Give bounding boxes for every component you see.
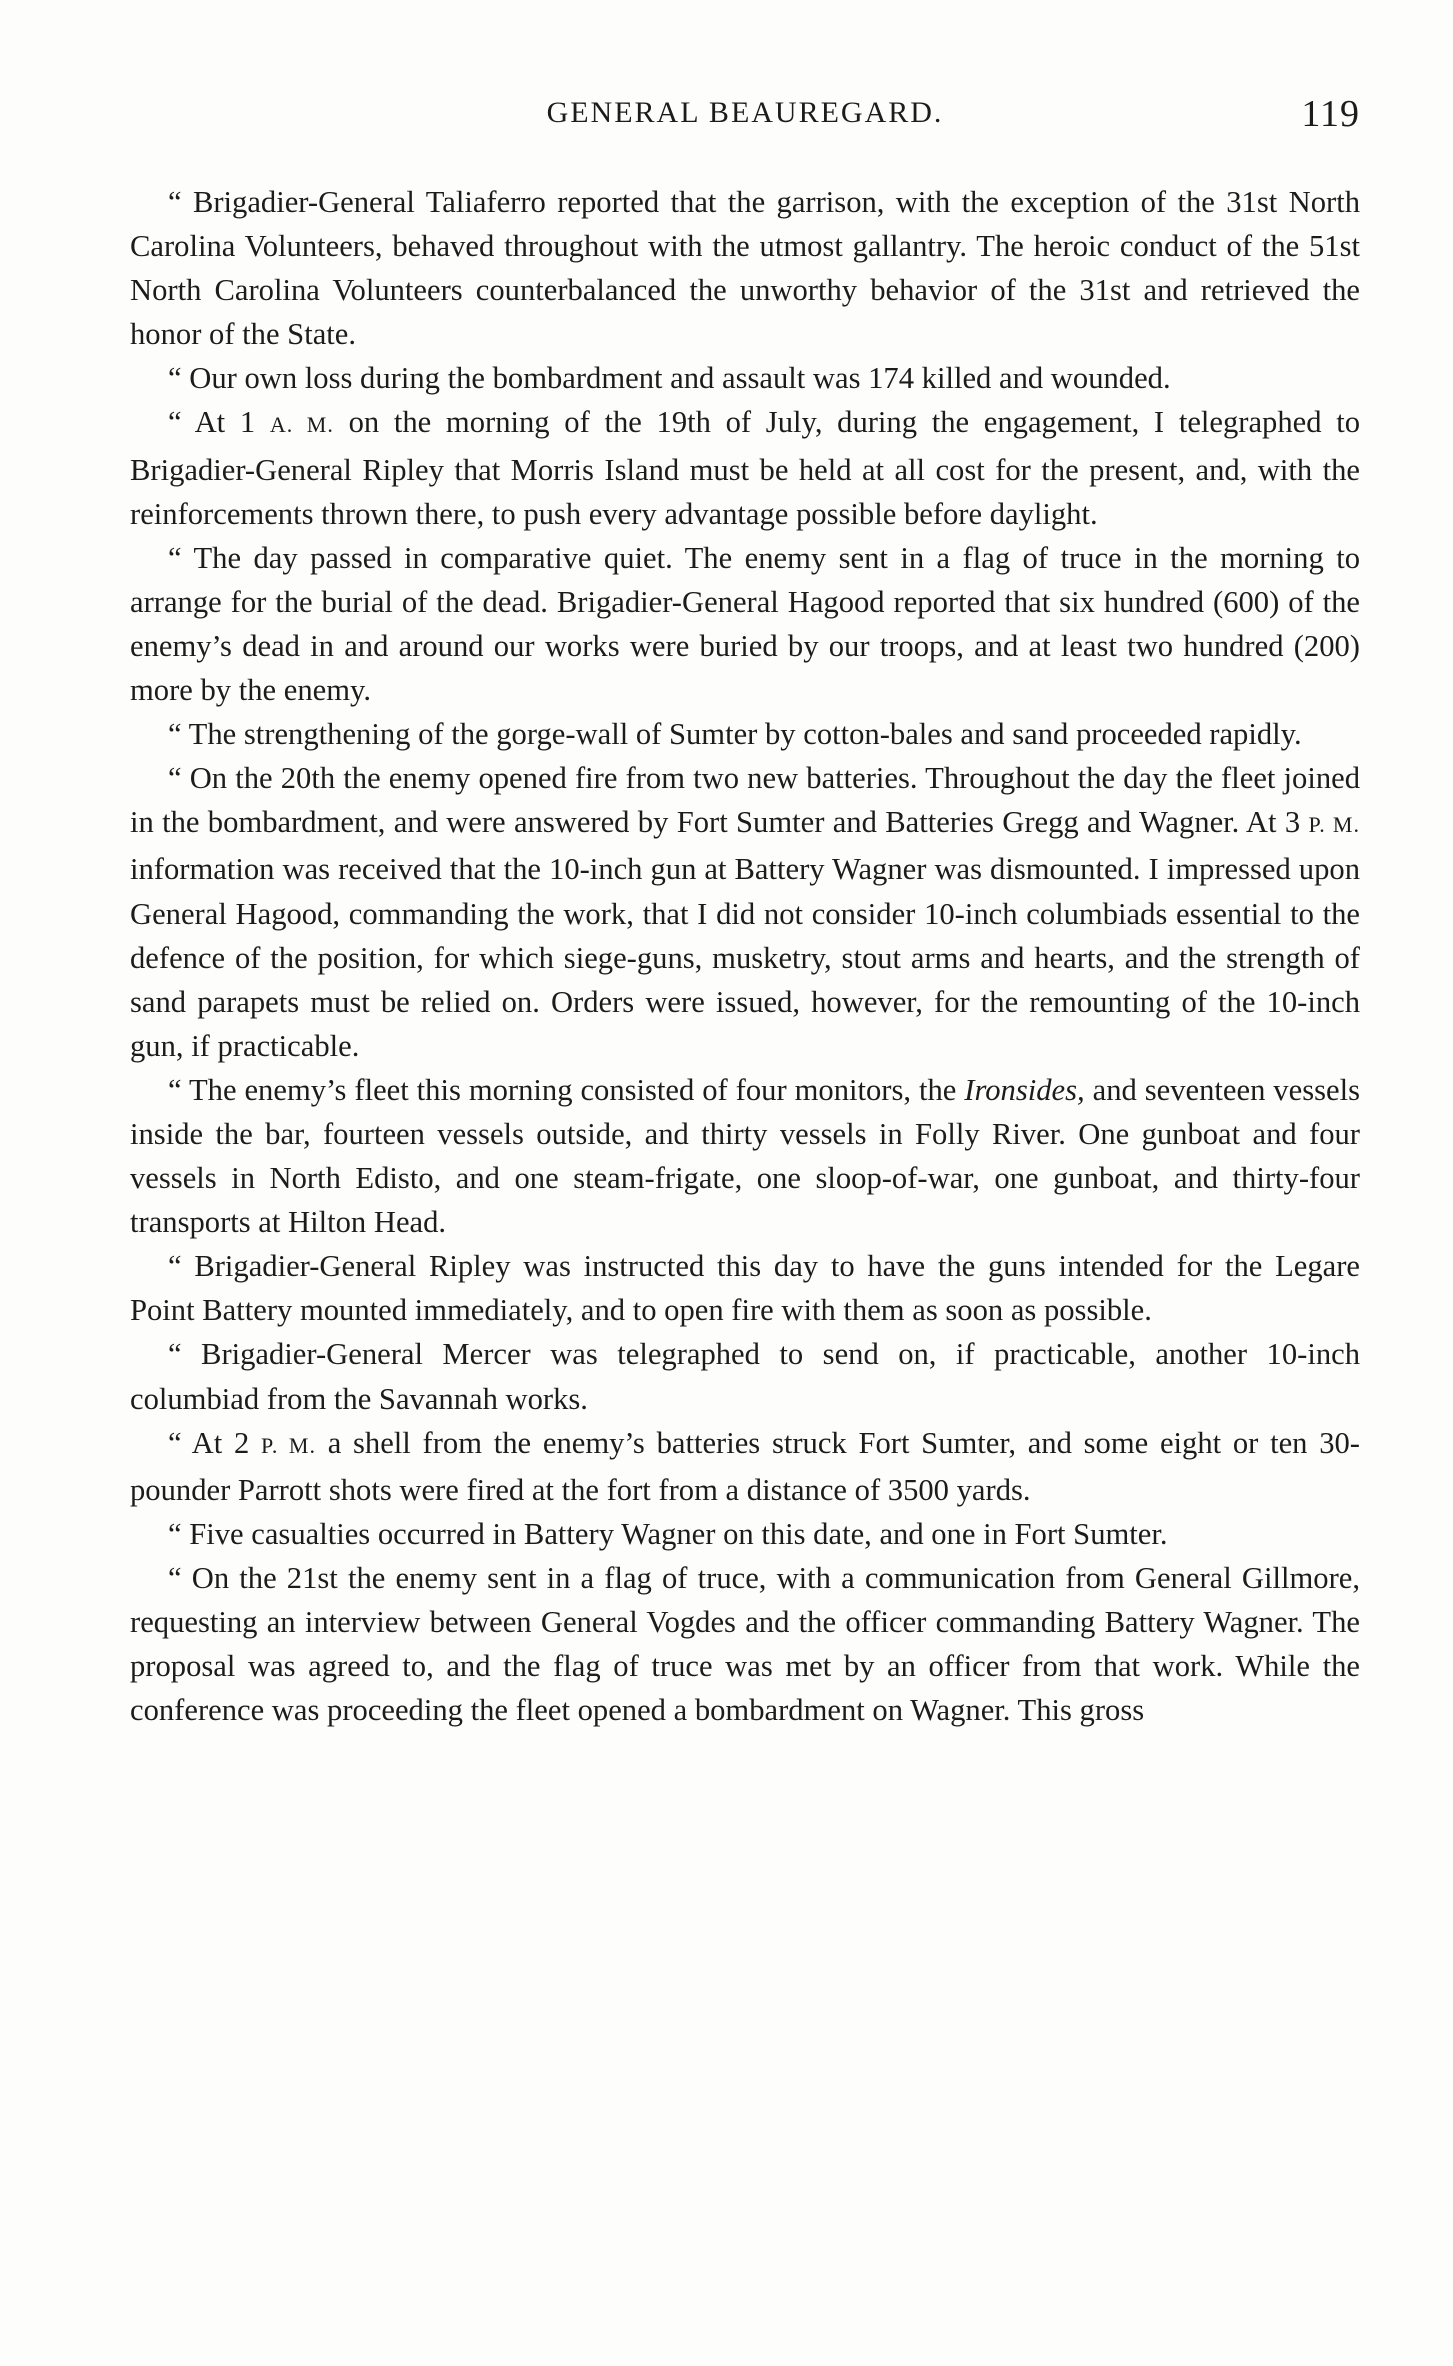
paragraph-gorge-wall: “ The strengthening of the gorge-wall of Sumter by cotton-bales and sand proceeded rapidly. <box>168 717 1302 752</box>
time-abbreviation: A. M. <box>269 412 334 438</box>
running-head <box>130 92 1360 152</box>
time-abbreviation: P. M. <box>261 1432 316 1458</box>
page-number: 119 <box>1301 93 1360 135</box>
paragraph-flag-of-truce: “ The day passed in comparative quiet. The enemy sent in a flag of truce in the morning to arrange for the burial of the dead. Brigadier-General Hagood reported that six hundred (600) of the enemy’s dead in and around our works were buried by our troops, and at least two hundred (200) more by the enemy. <box>130 540 1360 708</box>
paragraph-enemy-fleet: “ The enemy’s fleet this morning consisted of four monitors, the Ironsides, and seventeen vessels inside the bar, fourteen vessels outside, and thirty vessels in Folly River. One gunboat and four vessels in North Edisto, and one steam-frigate, one sloop-of-war, one gunboat, and thirty-four transports at Hilton Head. <box>130 1072 1360 1240</box>
paragraph-mercer: “ Brigadier-General Mercer was telegraphed to send on, if practicable, another 10-inch columbiad from the Savannah works. <box>130 1337 1360 1416</box>
ship-name: Ironsides, <box>964 1072 1085 1107</box>
running-title: GENERAL BEAUREGARD. <box>546 96 944 129</box>
paragraph-casualties: “ Five casualties occurred in Battery Wagner on this date, and one in Fort Sumter. <box>168 1516 1168 1551</box>
paragraph-legare-point: “ Brigadier-General Ripley was instructed this day to have the guns intended for the Legare Point Battery mounted immediately, and to open fire with them as soon as possible. <box>130 1249 1360 1328</box>
paragraph-shell-sumter: “ At 2 P. M. a shell from the enemy’s batteries struck Fort Sumter, and some eight or ten 30-pounder Parrott shots were fired at the fort from a distance of 3500 yards. <box>130 1425 1360 1507</box>
paragraph-loss: “ Our own loss during the bombardment and assault was 174 killed and wounded. <box>168 361 1171 396</box>
paragraph-taliaferro-report: “ Brigadier-General Taliaferro reported that the garrison, with the exception of the 31st North Carolina Volunteers, behaved throughout with the utmost gallantry. The heroic conduct of the 51st North Carolina Volunteers counterbalanced the unworthy behavior of the 31st and retrieved the honor of the State. <box>130 185 1360 352</box>
paragraph-twentieth: “ On the 20th the enemy opened fire from two new batteries. Throughout the day the fleet joined in the bombardment, and were answered by Fort Sumter and Batteries Gregg and Wagner. At 3 P. M. information was received that the 10-inch gun at Battery Wagner was dismounted. I impressed upon General Hagood, commanding the work, that I did not consider 10-inch columbiads essential to the defence of the position, for which siege-guns, musketry, stout arms and hearts, and the strength of sand parapets must be relied on. Orders were issued, however, for the remounting of the 10-inch gun, if practicable. <box>130 761 1360 1063</box>
paragraph-twenty-first: “ On the 21st the enemy sent in a flag of truce, with a communication from General Gillmore, requesting an interview between General Vogdes and the officer commanding Battery Wagner. The proposal was agreed to, and the flag of truce was met by an officer from that work. While the conference was proceeding the fleet opened a bombardment on Wagner. This gross <box>130 1560 1360 1728</box>
time-abbreviation: P. M. <box>1308 812 1360 838</box>
paragraph-telegraph-ripley: “ At 1 A. M. on the morning of the 19th of July, during the engagement, I telegraphed to Brigadier-General Ripley that Morris Island must be held at all cost for the present, and, with the reinforcements thrown there, to push every advantage possible before daylight. <box>130 405 1360 531</box>
body-text <box>130 180 1360 1732</box>
